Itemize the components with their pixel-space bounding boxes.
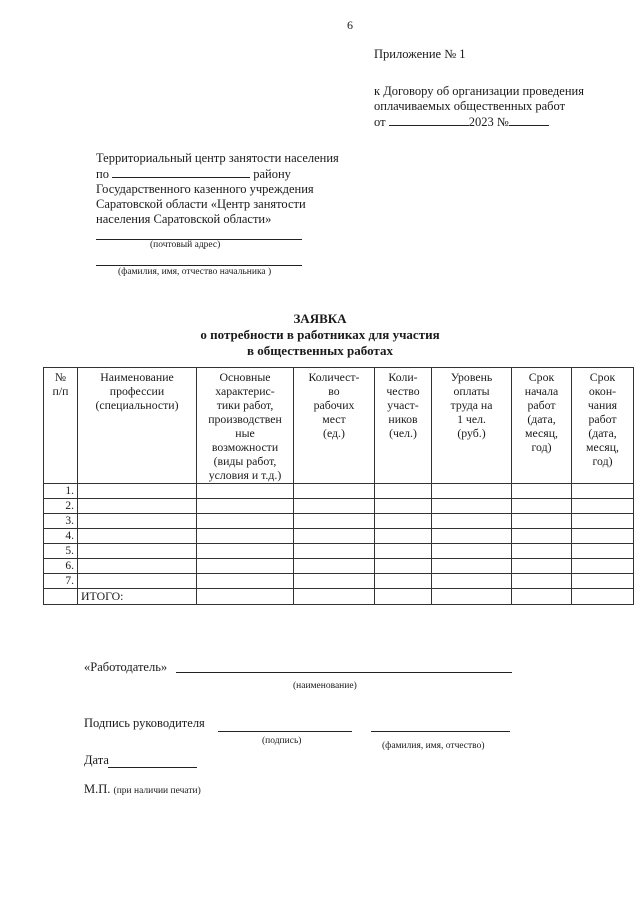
total-row [44, 589, 634, 605]
header-profession: Наименование профессии (специальности) [78, 368, 197, 484]
row-number: 4. [44, 529, 78, 544]
recipient-line-2: по району [96, 167, 291, 181]
postal-address-caption: (почтовый адрес) [150, 240, 221, 250]
contract-date-blank [389, 114, 469, 126]
employer-label: «Работодатель» [84, 660, 168, 674]
annex-title: Приложение № 1 [374, 47, 466, 61]
header-characteristics: Основные характерис- тики работ, производствен ные возможности (виды работ, условия и т.д.) [197, 368, 294, 484]
date-label: Дата [84, 753, 109, 767]
recipient-line-5: населения Саратовской области» [96, 212, 272, 226]
table-row [44, 484, 634, 499]
contract-reference [374, 84, 584, 130]
stamp-note: (при наличии печати) [113, 786, 201, 796]
recipient-line-3: Государственного казенного учреждения [96, 182, 314, 196]
full-name-line [371, 731, 510, 732]
page-number: 6 [347, 18, 353, 32]
row-number: 7. [44, 574, 78, 589]
contract-line-3 [374, 114, 584, 130]
row-number: 3. [44, 514, 78, 529]
row-number: 1. [44, 484, 78, 499]
full-name-caption: (фамилия, имя, отчество) [382, 741, 485, 751]
row-number: 5. [44, 544, 78, 559]
header-pay-level: Уровень оплаты труда на 1 чел. (руб.) [432, 368, 512, 484]
table-row [44, 514, 634, 529]
row-number: 6. [44, 559, 78, 574]
header-number: № п/п [44, 368, 78, 484]
table-row [44, 529, 634, 544]
contract-year-label: 2023 № [468, 115, 509, 129]
table-row [44, 544, 634, 559]
district-blank [112, 166, 250, 178]
recipient-line-1: Территориальный центр занятости населения [96, 151, 339, 165]
form-subtitle-2: в общественных работах [247, 343, 393, 358]
table-row [44, 499, 634, 514]
date-line [108, 767, 197, 768]
signature-label: Подпись руководителя [84, 716, 205, 730]
header-end-date: Срок окон- чания работ (дата, месяц, год) [572, 368, 634, 484]
header-start-date: Срок начала работ (дата, месяц, год) [512, 368, 572, 484]
request-table [43, 367, 634, 605]
recipient-line-4: Саратовской области «Центр занятости [96, 197, 306, 211]
table-row [44, 574, 634, 589]
contract-line-2: оплачиваемых общественных работ [374, 99, 566, 113]
header-participants: Коли- чество участ- ников (чел.) [375, 368, 432, 484]
header-workplaces: Количест- во рабочих мест (ед.) [294, 368, 375, 484]
row-number: 2. [44, 499, 78, 514]
form-subtitle-1: о потребности в работниках для участия [200, 327, 440, 342]
stamp-label: М.П. [84, 782, 111, 796]
signature-line [218, 731, 352, 732]
head-name-line [96, 265, 302, 266]
table-header-row [44, 368, 634, 484]
total-label: ИТОГО: [78, 589, 197, 605]
table-row [44, 559, 634, 574]
employer-caption: (наименование) [293, 681, 357, 691]
stamp-block [84, 782, 201, 797]
form-title: ЗАЯВКА [293, 311, 347, 326]
contract-number-blank [509, 114, 549, 126]
head-name-caption: (фамилия, имя, отчество начальника ) [118, 267, 272, 277]
recipient-block [96, 151, 339, 227]
contract-from-label: от [374, 115, 386, 129]
signature-caption: (подпись) [262, 736, 302, 746]
employer-line [176, 672, 512, 673]
contract-line-1: к Договору об организации проведения [374, 84, 584, 98]
